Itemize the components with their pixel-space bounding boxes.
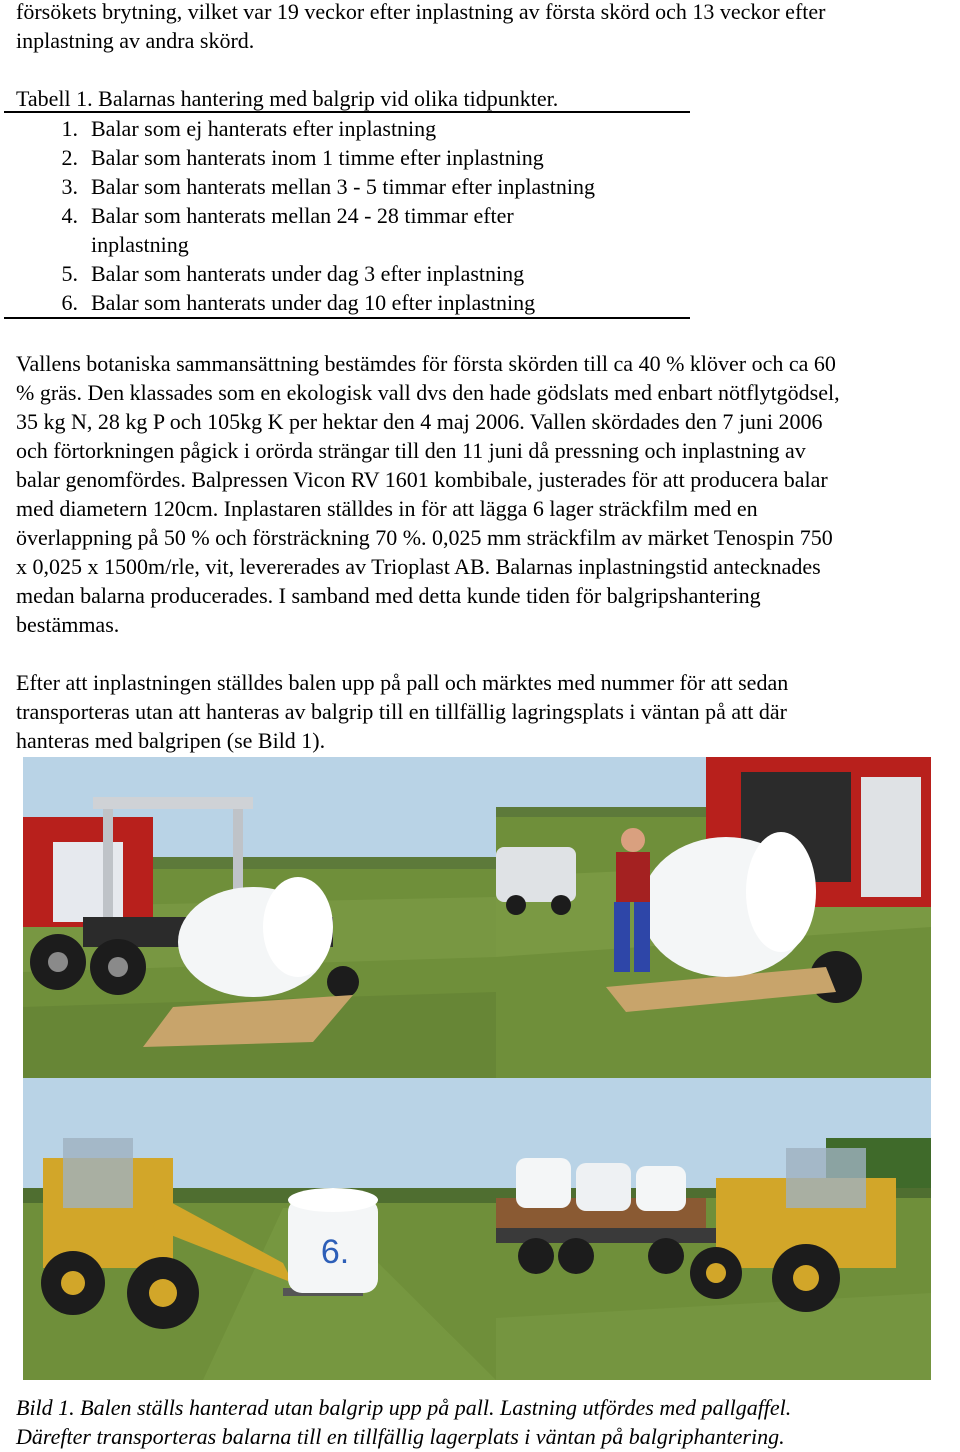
- paragraph-line: och förtorkningen pågick i orörda strängar till den 11 juni då pressning och inplastning av: [16, 438, 806, 463]
- table-item-number: 1.: [61, 116, 78, 141]
- table-item-text: Balar som hanterats under dag 10 efter inplastning: [91, 290, 536, 315]
- figure-caption-line-1: Bild 1. Balen ställs hanterad utan balgrip upp på pall. Lastning utfördes med pallgaffel.: [16, 1395, 792, 1420]
- table-item-number: 3.: [61, 174, 78, 199]
- paragraph-line: Efter att inplastningen ställdes balen upp på pall och märktes med nummer för att sedan: [16, 670, 789, 695]
- table-item-text: Balar som hanterats inom 1 timme efter inplastning: [91, 145, 544, 170]
- table-title: Tabell 1. Balarnas hantering med balgrip vid olika tidpunkter.: [16, 86, 559, 111]
- paragraph-line: medan balarna producerades. I samband med detta kunde tiden för balgripshantering: [16, 583, 761, 608]
- photo-bale-tilting: [496, 757, 931, 1078]
- intro-line-1: försökets brytning, vilket var 19 veckor efter inplastning av första skörd och 13 veckor efter: [16, 0, 826, 24]
- table-item-text: Balar som hanterats mellan 3 - 5 timmar efter inplastning: [91, 174, 596, 199]
- table-item-text-continued: inplastning: [91, 232, 189, 257]
- paragraph-line: bestämmas.: [16, 612, 120, 637]
- table-item-text: Balar som hanterats under dag 3 efter inplastning: [91, 261, 525, 286]
- paragraph-line: x 0,025 x 1500m/rle, vit, levererades av Trioplast AB. Balarnas inplastningstid antecknades: [16, 554, 821, 579]
- table-item-number: 5.: [61, 261, 78, 286]
- table-item-number: 4.: [61, 203, 78, 228]
- table-item-text: Balar som hanterats mellan 24 - 28 timmar efter: [91, 203, 514, 228]
- paragraph-line: % gräs. Den klassades som en ekologisk vall dvs den hade gödslats med enbart nötflytgödsel,: [16, 380, 840, 405]
- paragraph-line: överlappning på 50 % och försträckning 70 %. 0,025 mm sträckfilm av märket Tenospin 750: [16, 525, 833, 550]
- table-bottom-rule: [4, 317, 690, 319]
- table-item-text: Balar som ej hanterats efter inplastning: [91, 116, 437, 141]
- paragraph-line: med diametern 120cm. Inplastaren ställdes in för att lägga 6 lager sträckfilm med en: [16, 496, 758, 521]
- photo-loader-bale: [23, 1078, 496, 1380]
- paragraph-line: balar genomfördes. Balpressen Vicon RV 1601 kombibale, justerades för att producera balar: [16, 467, 828, 492]
- paragraph-line: hanteras med balgripen (se Bild 1).: [16, 728, 326, 753]
- table-item-number: 6.: [61, 290, 78, 315]
- paragraph-line: Vallens botaniska sammansättning bestämdes för första skörden till ca 40 % klöver och ca 60: [16, 351, 836, 376]
- figure-caption-line-2: Därefter transporteras balarna till en tillfällig lagerplats i väntan på balgriphantering.: [16, 1424, 785, 1449]
- photo-trailer-bales: [496, 1078, 931, 1380]
- photo-bale-wrapper: [23, 757, 496, 1078]
- paragraph-line: 35 kg N, 28 kg P och 105kg K per hektar den 4 maj 2006. Vallen skördades den 7 juni 2006: [16, 409, 823, 434]
- table-top-rule: [4, 111, 690, 113]
- bale-number-marker: 6.: [320, 1233, 350, 1271]
- intro-line-2: inplastning av andra skörd.: [16, 28, 255, 53]
- table-item-number: 2.: [61, 145, 78, 170]
- paragraph-line: transporteras utan att hanteras av balgrip till en tillfällig lagringsplats i väntan på att där: [16, 699, 787, 724]
